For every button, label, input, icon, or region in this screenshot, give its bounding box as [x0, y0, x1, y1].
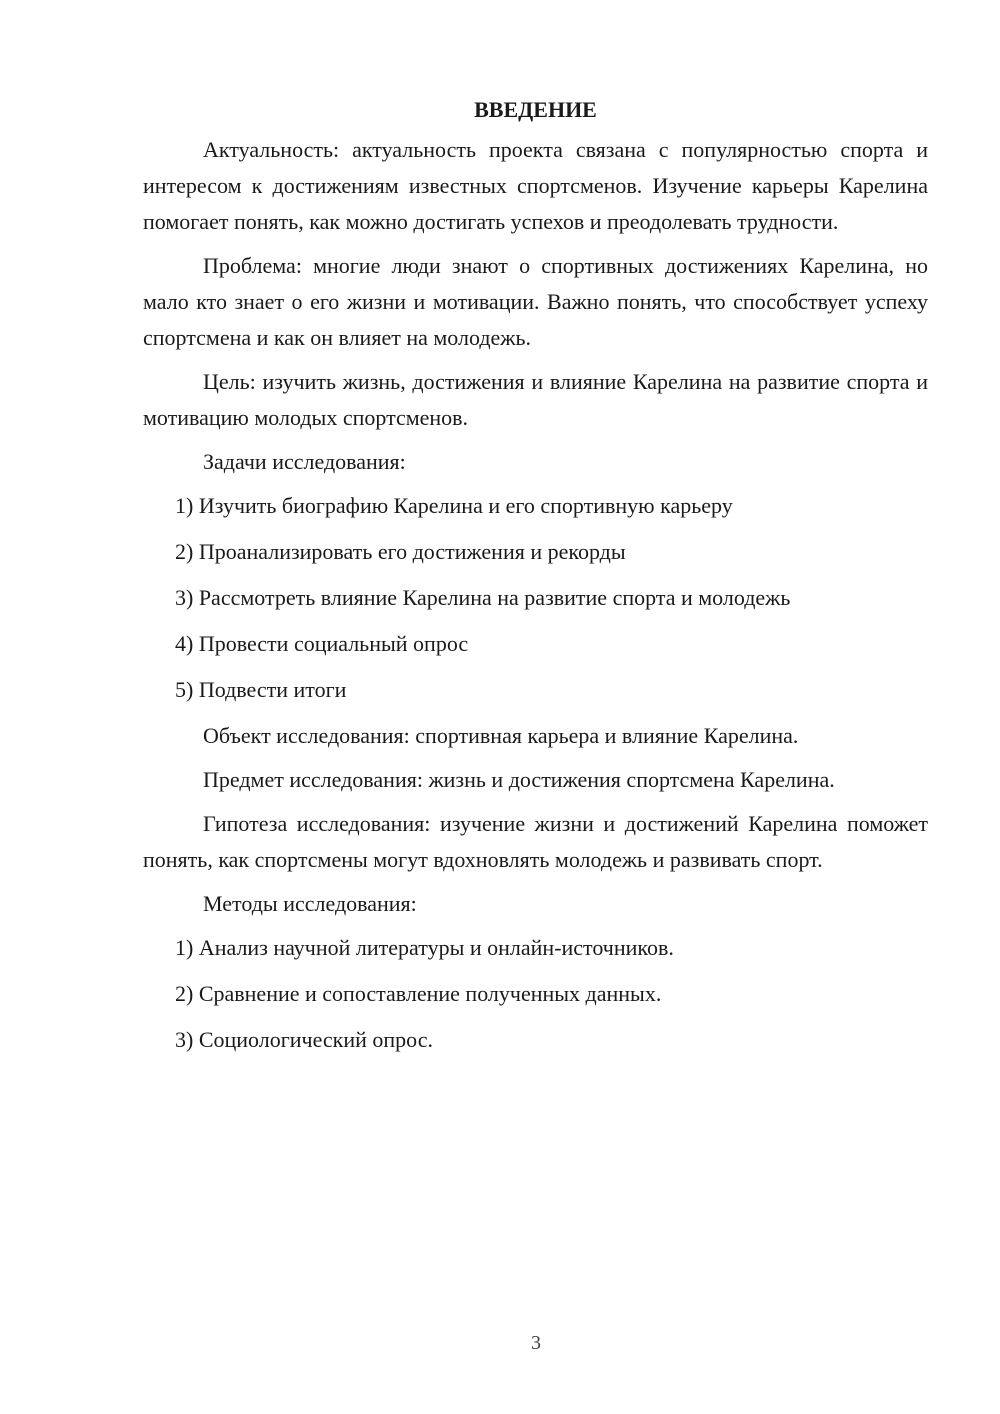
task-item: 3) Рассмотреть влияние Карелина на развитие спорта и молодежь	[175, 585, 791, 610]
methods-title: Методы исследования:	[203, 891, 417, 916]
hypothesis-paragraph: Гипотеза исследования: изучение жизни и достижений Карелина поможет понять, как спортсмены могут вдохновлять молодежь и развивать спорт.	[143, 811, 928, 872]
goal-paragraph: Цель: изучить жизнь, достижения и влияние Карелина на развитие спорта и мотивацию молодых спортсменов.	[143, 369, 928, 430]
task-item: 1) Изучить биографию Карелина и его спортивную карьеру	[175, 493, 733, 518]
task-item: 5) Подвести итоги	[175, 677, 347, 702]
task-item: 2) Проанализировать его достижения и рекорды	[175, 539, 626, 564]
method-item: 1) Анализ научной литературы и онлайн-источников.	[175, 935, 674, 960]
task-item: 4) Провести социальный опрос	[175, 631, 469, 656]
page-number: 3	[531, 1332, 541, 1354]
document-page	[143, 92, 928, 1068]
object-paragraph: Объект исследования: спортивная карьера и влияние Карелина.	[203, 723, 799, 748]
tasks-title: Задачи исследования:	[203, 449, 406, 474]
subject-paragraph: Предмет исследования: жизнь и достижения спортсмена Карелина.	[203, 767, 835, 792]
problem-paragraph: Проблема: многие люди знают о спортивных достижениях Карелина, но мало кто знает о его жизни и мотивации. Важно понять, что способствует успеху спортсмена и как он влияет на молодежь.	[143, 253, 928, 350]
section-heading: ВВЕДЕНИЕ	[474, 97, 597, 122]
method-item: 2) Сравнение и сопоставление полученных данных.	[175, 981, 662, 1006]
relevance-paragraph: Актуальность: актуальность проекта связана с популярностью спорта и интересом к достижениям известных спортсменов. Изучение карьеры Карелина помогает понять, как можно достигать успехов и преодолевать трудности.	[143, 137, 928, 234]
method-item: 3) Социологический опрос.	[175, 1027, 433, 1052]
